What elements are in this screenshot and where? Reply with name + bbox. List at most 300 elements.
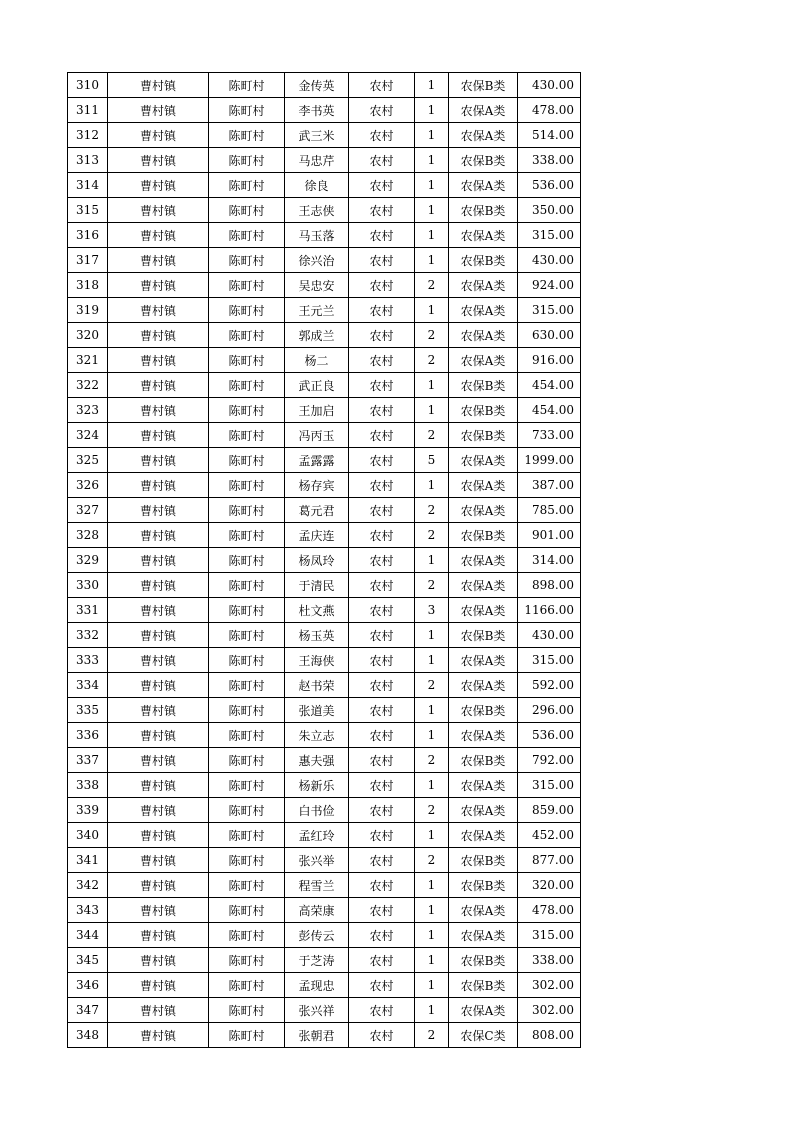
village-cell: 陈町村 (209, 473, 285, 498)
name-cell: 郭成兰 (285, 323, 349, 348)
insurance-category-cell: 农保A类 (449, 998, 518, 1023)
village-cell: 陈町村 (209, 1023, 285, 1048)
household-type-cell: 农村 (349, 198, 415, 223)
household-type-cell: 农村 (349, 873, 415, 898)
insurance-category-cell: 农保A类 (449, 223, 518, 248)
town-cell: 曹村镇 (108, 548, 209, 573)
town-cell: 曹村镇 (108, 298, 209, 323)
household-type-cell: 农村 (349, 898, 415, 923)
insurance-category-cell: 农保B类 (449, 873, 518, 898)
member-count-cell: 1 (415, 873, 449, 898)
town-cell: 曹村镇 (108, 323, 209, 348)
name-cell: 朱立志 (285, 723, 349, 748)
insurance-category-cell: 农保B类 (449, 623, 518, 648)
household-type-cell: 农村 (349, 923, 415, 948)
town-cell: 曹村镇 (108, 423, 209, 448)
town-cell: 曹村镇 (108, 823, 209, 848)
table-row (68, 873, 581, 898)
household-type-cell: 农村 (349, 498, 415, 523)
row-number-cell: 348 (68, 1023, 108, 1048)
amount-cell: 302.00 (518, 998, 581, 1023)
insurance-category-cell: 农保B类 (449, 848, 518, 873)
amount-cell: 630.00 (518, 323, 581, 348)
name-cell: 赵书荣 (285, 673, 349, 698)
household-type-cell: 农村 (349, 473, 415, 498)
member-count-cell: 1 (415, 548, 449, 573)
town-cell: 曹村镇 (108, 998, 209, 1023)
village-cell: 陈町村 (209, 173, 285, 198)
village-cell: 陈町村 (209, 298, 285, 323)
household-type-cell: 农村 (349, 73, 415, 98)
household-type-cell: 农村 (349, 598, 415, 623)
insurance-category-cell: 农保B类 (449, 373, 518, 398)
town-cell: 曹村镇 (108, 598, 209, 623)
town-cell: 曹村镇 (108, 748, 209, 773)
name-cell: 杨玉英 (285, 623, 349, 648)
name-cell: 孟红玲 (285, 823, 349, 848)
amount-cell: 454.00 (518, 398, 581, 423)
table-row (68, 698, 581, 723)
table-row (68, 398, 581, 423)
town-cell: 曹村镇 (108, 473, 209, 498)
village-cell: 陈町村 (209, 848, 285, 873)
row-number-cell: 323 (68, 398, 108, 423)
name-cell: 彭传云 (285, 923, 349, 948)
household-type-cell: 农村 (349, 548, 415, 573)
household-type-cell: 农村 (349, 773, 415, 798)
row-number-cell: 343 (68, 898, 108, 923)
village-cell: 陈町村 (209, 623, 285, 648)
household-type-cell: 农村 (349, 98, 415, 123)
row-number-cell: 338 (68, 773, 108, 798)
amount-cell: 315.00 (518, 298, 581, 323)
village-cell: 陈町村 (209, 523, 285, 548)
amount-cell: 430.00 (518, 623, 581, 648)
member-count-cell: 1 (415, 173, 449, 198)
table-row (68, 323, 581, 348)
household-type-cell: 农村 (349, 948, 415, 973)
household-type-cell: 农村 (349, 698, 415, 723)
name-cell: 高荣康 (285, 898, 349, 923)
table-row (68, 473, 581, 498)
village-cell: 陈町村 (209, 973, 285, 998)
table-row (68, 748, 581, 773)
town-cell: 曹村镇 (108, 73, 209, 98)
table-row (68, 548, 581, 573)
table-row (68, 223, 581, 248)
amount-cell: 314.00 (518, 548, 581, 573)
village-cell: 陈町村 (209, 73, 285, 98)
town-cell: 曹村镇 (108, 673, 209, 698)
member-count-cell: 2 (415, 673, 449, 698)
insurance-category-cell: 农保A类 (449, 648, 518, 673)
name-cell: 于芝涛 (285, 948, 349, 973)
row-number-cell: 337 (68, 748, 108, 773)
insurance-category-cell: 农保A类 (449, 548, 518, 573)
household-type-cell: 农村 (349, 148, 415, 173)
village-cell: 陈町村 (209, 398, 285, 423)
insurance-category-cell: 农保A类 (449, 773, 518, 798)
amount-cell: 792.00 (518, 748, 581, 773)
household-type-cell: 农村 (349, 223, 415, 248)
table-row (68, 248, 581, 273)
amount-cell: 315.00 (518, 923, 581, 948)
village-cell: 陈町村 (209, 773, 285, 798)
table-row (68, 448, 581, 473)
name-cell: 张道美 (285, 698, 349, 723)
amount-cell: 315.00 (518, 223, 581, 248)
member-count-cell: 2 (415, 273, 449, 298)
village-cell: 陈町村 (209, 923, 285, 948)
town-cell: 曹村镇 (108, 723, 209, 748)
row-number-cell: 344 (68, 923, 108, 948)
amount-cell: 592.00 (518, 673, 581, 698)
insurance-category-cell: 农保B类 (449, 198, 518, 223)
row-number-cell: 331 (68, 598, 108, 623)
table-row (68, 623, 581, 648)
table-row (68, 98, 581, 123)
village-cell: 陈町村 (209, 548, 285, 573)
member-count-cell: 2 (415, 748, 449, 773)
village-cell: 陈町村 (209, 373, 285, 398)
member-count-cell: 1 (415, 373, 449, 398)
table-row (68, 73, 581, 98)
town-cell: 曹村镇 (108, 398, 209, 423)
town-cell: 曹村镇 (108, 173, 209, 198)
member-count-cell: 1 (415, 148, 449, 173)
row-number-cell: 312 (68, 123, 108, 148)
table-body (68, 73, 581, 1048)
row-number-cell: 315 (68, 198, 108, 223)
amount-cell: 478.00 (518, 98, 581, 123)
household-type-cell: 农村 (349, 1023, 415, 1048)
town-cell: 曹村镇 (108, 873, 209, 898)
name-cell: 白书俭 (285, 798, 349, 823)
member-count-cell: 1 (415, 73, 449, 98)
table-row (68, 648, 581, 673)
amount-cell: 924.00 (518, 273, 581, 298)
insurance-category-cell: 农保B类 (449, 148, 518, 173)
row-number-cell: 317 (68, 248, 108, 273)
name-cell: 孟庆连 (285, 523, 349, 548)
amount-cell: 430.00 (518, 73, 581, 98)
member-count-cell: 3 (415, 598, 449, 623)
household-type-cell: 农村 (349, 998, 415, 1023)
name-cell: 王加启 (285, 398, 349, 423)
household-type-cell: 农村 (349, 173, 415, 198)
town-cell: 曹村镇 (108, 198, 209, 223)
amount-cell: 859.00 (518, 798, 581, 823)
village-cell: 陈町村 (209, 573, 285, 598)
insurance-category-cell: 农保A类 (449, 673, 518, 698)
insurance-category-cell: 农保A类 (449, 123, 518, 148)
village-cell: 陈町村 (209, 748, 285, 773)
household-type-cell: 农村 (349, 348, 415, 373)
town-cell: 曹村镇 (108, 773, 209, 798)
table-row (68, 173, 581, 198)
household-type-cell: 农村 (349, 298, 415, 323)
member-count-cell: 1 (415, 923, 449, 948)
row-number-cell: 316 (68, 223, 108, 248)
table-row (68, 148, 581, 173)
row-number-cell: 329 (68, 548, 108, 573)
table-row (68, 773, 581, 798)
insurance-category-cell: 农保B类 (449, 523, 518, 548)
town-cell: 曹村镇 (108, 98, 209, 123)
member-count-cell: 1 (415, 623, 449, 648)
row-number-cell: 311 (68, 98, 108, 123)
member-count-cell: 2 (415, 348, 449, 373)
amount-cell: 338.00 (518, 148, 581, 173)
household-type-cell: 农村 (349, 723, 415, 748)
household-type-cell: 农村 (349, 373, 415, 398)
insurance-category-cell: 农保A类 (449, 823, 518, 848)
insurance-category-cell: 农保B类 (449, 698, 518, 723)
town-cell: 曹村镇 (108, 848, 209, 873)
town-cell: 曹村镇 (108, 373, 209, 398)
town-cell: 曹村镇 (108, 223, 209, 248)
member-count-cell: 2 (415, 523, 449, 548)
village-cell: 陈町村 (209, 273, 285, 298)
table-row (68, 523, 581, 548)
name-cell: 徐良 (285, 173, 349, 198)
name-cell: 徐兴治 (285, 248, 349, 273)
row-number-cell: 346 (68, 973, 108, 998)
insurance-category-cell: 农保B类 (449, 73, 518, 98)
row-number-cell: 319 (68, 298, 108, 323)
household-type-cell: 农村 (349, 973, 415, 998)
name-cell: 于清民 (285, 573, 349, 598)
household-type-cell: 农村 (349, 623, 415, 648)
insurance-category-cell: 农保A类 (449, 448, 518, 473)
town-cell: 曹村镇 (108, 623, 209, 648)
row-number-cell: 336 (68, 723, 108, 748)
amount-cell: 315.00 (518, 648, 581, 673)
insurance-category-cell: 农保A类 (449, 573, 518, 598)
name-cell: 程雪兰 (285, 873, 349, 898)
insurance-category-cell: 农保A类 (449, 723, 518, 748)
village-cell: 陈町村 (209, 998, 285, 1023)
household-type-cell: 农村 (349, 323, 415, 348)
row-number-cell: 341 (68, 848, 108, 873)
table-row (68, 823, 581, 848)
member-count-cell: 1 (415, 248, 449, 273)
name-cell: 王元兰 (285, 298, 349, 323)
member-count-cell: 5 (415, 448, 449, 473)
amount-cell: 1999.00 (518, 448, 581, 473)
name-cell: 李书英 (285, 98, 349, 123)
member-count-cell: 1 (415, 723, 449, 748)
table-row (68, 1023, 581, 1048)
village-cell: 陈町村 (209, 323, 285, 348)
village-cell: 陈町村 (209, 148, 285, 173)
member-count-cell: 2 (415, 423, 449, 448)
town-cell: 曹村镇 (108, 898, 209, 923)
row-number-cell: 327 (68, 498, 108, 523)
table-row (68, 423, 581, 448)
name-cell: 张朝君 (285, 1023, 349, 1048)
table-row (68, 348, 581, 373)
village-cell: 陈町村 (209, 698, 285, 723)
roster-table (67, 72, 581, 1048)
town-cell: 曹村镇 (108, 948, 209, 973)
town-cell: 曹村镇 (108, 248, 209, 273)
table-row (68, 123, 581, 148)
insurance-category-cell: 农保A类 (449, 98, 518, 123)
village-cell: 陈町村 (209, 123, 285, 148)
member-count-cell: 1 (415, 98, 449, 123)
amount-cell: 338.00 (518, 948, 581, 973)
town-cell: 曹村镇 (108, 448, 209, 473)
name-cell: 冯丙玉 (285, 423, 349, 448)
amount-cell: 785.00 (518, 498, 581, 523)
insurance-category-cell: 农保A类 (449, 498, 518, 523)
table-row (68, 298, 581, 323)
row-number-cell: 332 (68, 623, 108, 648)
name-cell: 杨凤玲 (285, 548, 349, 573)
row-number-cell: 314 (68, 173, 108, 198)
insurance-category-cell: 农保B类 (449, 973, 518, 998)
row-number-cell: 313 (68, 148, 108, 173)
village-cell: 陈町村 (209, 948, 285, 973)
amount-cell: 315.00 (518, 773, 581, 798)
household-type-cell: 农村 (349, 798, 415, 823)
town-cell: 曹村镇 (108, 348, 209, 373)
insurance-category-cell: 农保B类 (449, 748, 518, 773)
village-cell: 陈町村 (209, 198, 285, 223)
table-row (68, 598, 581, 623)
name-cell: 孟露露 (285, 448, 349, 473)
amount-cell: 350.00 (518, 198, 581, 223)
member-count-cell: 1 (415, 198, 449, 223)
insurance-category-cell: 农保A类 (449, 323, 518, 348)
household-type-cell: 农村 (349, 448, 415, 473)
town-cell: 曹村镇 (108, 698, 209, 723)
town-cell: 曹村镇 (108, 123, 209, 148)
amount-cell: 916.00 (518, 348, 581, 373)
insurance-category-cell: 农保B类 (449, 423, 518, 448)
name-cell: 张兴举 (285, 848, 349, 873)
member-count-cell: 2 (415, 323, 449, 348)
amount-cell: 536.00 (518, 723, 581, 748)
insurance-category-cell: 农保B类 (449, 948, 518, 973)
town-cell: 曹村镇 (108, 523, 209, 548)
household-type-cell: 农村 (349, 573, 415, 598)
member-count-cell: 2 (415, 498, 449, 523)
household-type-cell: 农村 (349, 848, 415, 873)
amount-cell: 478.00 (518, 898, 581, 923)
town-cell: 曹村镇 (108, 573, 209, 598)
village-cell: 陈町村 (209, 348, 285, 373)
table-row (68, 898, 581, 923)
table-row (68, 498, 581, 523)
name-cell: 杨存宾 (285, 473, 349, 498)
table-row (68, 848, 581, 873)
amount-cell: 536.00 (518, 173, 581, 198)
table-row (68, 923, 581, 948)
village-cell: 陈町村 (209, 798, 285, 823)
household-type-cell: 农村 (349, 748, 415, 773)
member-count-cell: 2 (415, 1023, 449, 1048)
insurance-category-cell: 农保C类 (449, 1023, 518, 1048)
name-cell: 杜文燕 (285, 598, 349, 623)
insurance-category-cell: 农保A类 (449, 798, 518, 823)
amount-cell: 901.00 (518, 523, 581, 548)
row-number-cell: 339 (68, 798, 108, 823)
name-cell: 孟现忠 (285, 973, 349, 998)
town-cell: 曹村镇 (108, 923, 209, 948)
table-row (68, 673, 581, 698)
table-row (68, 798, 581, 823)
amount-cell: 320.00 (518, 873, 581, 898)
name-cell: 马玉落 (285, 223, 349, 248)
village-cell: 陈町村 (209, 248, 285, 273)
amount-cell: 1166.00 (518, 598, 581, 623)
amount-cell: 296.00 (518, 698, 581, 723)
town-cell: 曹村镇 (108, 148, 209, 173)
insurance-category-cell: 农保B类 (449, 248, 518, 273)
amount-cell: 898.00 (518, 573, 581, 598)
town-cell: 曹村镇 (108, 973, 209, 998)
village-cell: 陈町村 (209, 498, 285, 523)
table-row (68, 273, 581, 298)
member-count-cell: 1 (415, 948, 449, 973)
row-number-cell: 328 (68, 523, 108, 548)
village-cell: 陈町村 (209, 423, 285, 448)
insurance-category-cell: 农保A类 (449, 473, 518, 498)
household-type-cell: 农村 (349, 648, 415, 673)
table-row (68, 723, 581, 748)
row-number-cell: 326 (68, 473, 108, 498)
village-cell: 陈町村 (209, 673, 285, 698)
row-number-cell: 333 (68, 648, 108, 673)
insurance-category-cell: 农保A类 (449, 298, 518, 323)
member-count-cell: 1 (415, 223, 449, 248)
table-row (68, 948, 581, 973)
row-number-cell: 322 (68, 373, 108, 398)
member-count-cell: 1 (415, 398, 449, 423)
row-number-cell: 325 (68, 448, 108, 473)
insurance-category-cell: 农保B类 (449, 398, 518, 423)
table-row (68, 198, 581, 223)
insurance-category-cell: 农保A类 (449, 598, 518, 623)
name-cell: 武正良 (285, 373, 349, 398)
insurance-category-cell: 农保A类 (449, 273, 518, 298)
member-count-cell: 2 (415, 848, 449, 873)
village-cell: 陈町村 (209, 873, 285, 898)
member-count-cell: 1 (415, 123, 449, 148)
name-cell: 杨二 (285, 348, 349, 373)
village-cell: 陈町村 (209, 823, 285, 848)
insurance-category-cell: 农保A类 (449, 923, 518, 948)
amount-cell: 514.00 (518, 123, 581, 148)
row-number-cell: 318 (68, 273, 108, 298)
household-type-cell: 农村 (349, 673, 415, 698)
row-number-cell: 345 (68, 948, 108, 973)
name-cell: 马忠芹 (285, 148, 349, 173)
household-type-cell: 农村 (349, 423, 415, 448)
row-number-cell: 347 (68, 998, 108, 1023)
member-count-cell: 1 (415, 773, 449, 798)
amount-cell: 454.00 (518, 373, 581, 398)
amount-cell: 452.00 (518, 823, 581, 848)
row-number-cell: 335 (68, 698, 108, 723)
name-cell: 吴忠安 (285, 273, 349, 298)
member-count-cell: 1 (415, 898, 449, 923)
member-count-cell: 1 (415, 998, 449, 1023)
household-type-cell: 农村 (349, 248, 415, 273)
village-cell: 陈町村 (209, 598, 285, 623)
